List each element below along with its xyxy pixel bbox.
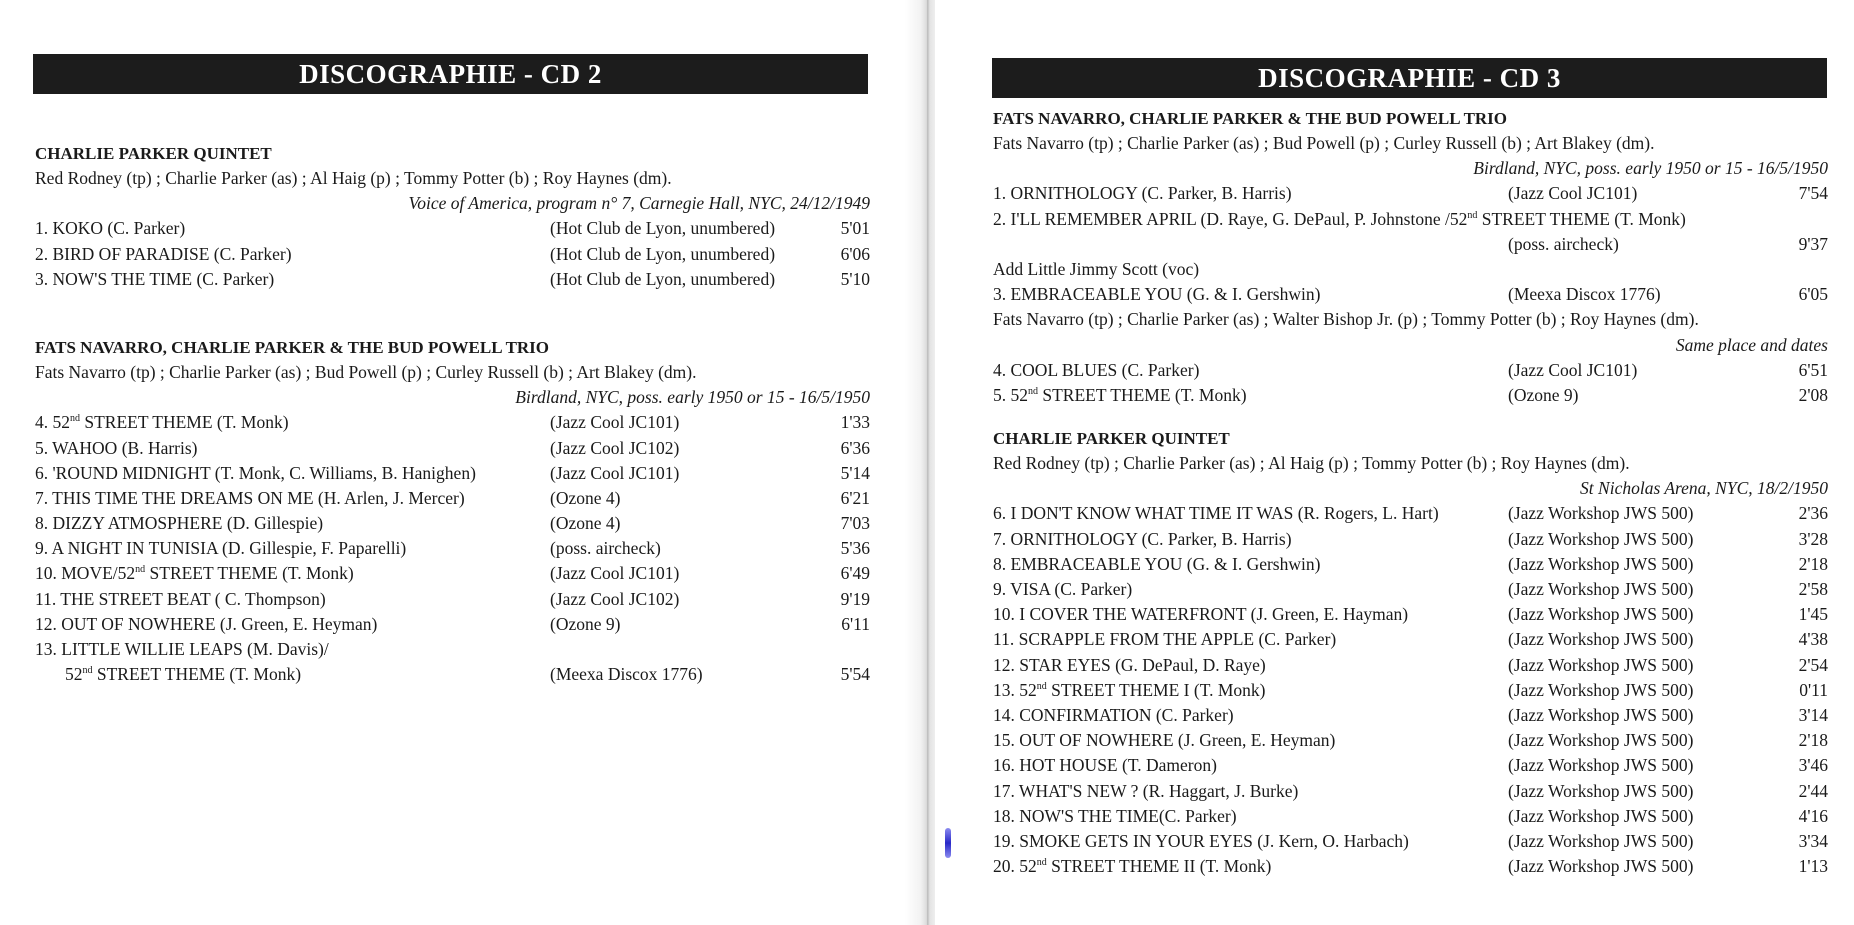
track-duration: 3'28 — [1798, 528, 1828, 549]
track-label: (Hot Club de Lyon, unumbered) — [550, 243, 776, 264]
track-duration: 0'11 — [1799, 679, 1828, 700]
track-label: (Jazz Workshop JWS 500) — [1508, 755, 1694, 776]
track-title: 6. 'ROUND MIDNIGHT (T. Monk, C. Williams, B. Hanighen) — [35, 462, 476, 483]
track-title: 11. SCRAPPLE FROM THE APPLE (C. Parker) — [993, 629, 1337, 650]
track-duration: 2'44 — [1798, 780, 1828, 801]
track-row — [993, 703, 1828, 728]
track-title: 12. STAR EYES (G. DePaul, D. Raye) — [993, 654, 1266, 675]
track-list — [993, 358, 1828, 408]
track-label: (poss. aircheck) — [1508, 233, 1619, 254]
track-row — [993, 627, 1828, 652]
track-title: 2. BIRD OF PARADISE (C. Parker) — [35, 243, 292, 264]
track-title: 6. I DON'T KNOW WHAT TIME IT WAS (R. Rogers, L. Hart) — [993, 503, 1439, 524]
recording-place: Birdland, NYC, poss. early 1950 or 15 - 16/5/1950 — [1473, 158, 1828, 179]
track-title: 14. CONFIRMATION (C. Parker) — [993, 704, 1234, 725]
track-duration: 6'51 — [1798, 359, 1828, 380]
track-duration: 3'34 — [1798, 830, 1828, 851]
page-header: DISCOGRAPHIE - CD 3 — [992, 58, 1827, 98]
session-block — [35, 335, 870, 687]
track-row — [993, 829, 1828, 854]
session-title: CHARLIE PARKER QUINTET — [993, 429, 1230, 449]
track-title: 13. 52nd STREET THEME I (T. Monk) — [993, 679, 1266, 700]
track-duration: 2'18 — [1798, 730, 1828, 751]
track-duration: 6'36 — [840, 437, 870, 458]
track-row — [993, 181, 1828, 206]
track-label: (Ozone 4) — [550, 513, 621, 534]
track-row — [35, 561, 870, 586]
recording-place: Voice of America, program n° 7, Carnegie Hall, NYC, 24/12/1949 — [408, 193, 870, 214]
track-row — [993, 678, 1828, 703]
track-label: (Jazz Workshop JWS 500) — [1508, 805, 1694, 826]
session-block — [993, 106, 1828, 408]
track-duration: 6'21 — [840, 487, 870, 508]
track-label: (Jazz Workshop JWS 500) — [1508, 780, 1694, 801]
track-list — [35, 410, 870, 687]
track-title: 3. NOW'S THE TIME (C. Parker) — [35, 268, 275, 289]
track-row — [993, 854, 1828, 879]
booklet-page-left — [0, 0, 920, 925]
track-label: (Jazz Workshop JWS 500) — [1508, 553, 1694, 574]
track-list — [993, 501, 1828, 879]
track-label: (Jazz Cool JC102) — [550, 437, 680, 458]
track-label: (Jazz Workshop JWS 500) — [1508, 503, 1694, 524]
track-row — [993, 602, 1828, 627]
track-label: (Jazz Cool JC101) — [550, 412, 680, 433]
track-label: (Jazz Workshop JWS 500) — [1508, 730, 1694, 751]
track-label: (Jazz Workshop JWS 500) — [1508, 679, 1694, 700]
track-duration: 6'05 — [1798, 284, 1828, 305]
ink-mark — [945, 828, 951, 858]
session-title: CHARLIE PARKER QUINTET — [35, 144, 272, 163]
track-duration: 5'01 — [840, 218, 870, 239]
track-row — [993, 207, 1828, 232]
track-label: (Jazz Workshop JWS 500) — [1508, 528, 1694, 549]
track-duration: 7'03 — [840, 513, 870, 534]
track-title: 20. 52nd STREET THEME II (T. Monk) — [993, 856, 1272, 877]
booklet-page-right — [935, 0, 1854, 925]
track-title: 15. OUT OF NOWHERE (J. Green, E. Heyman) — [993, 730, 1336, 751]
personnel-line: Red Rodney (tp) ; Charlie Parker (as) ; Al Haig (p) ; Tommy Potter (b) ; Roy Haynes (dm). — [993, 453, 1630, 474]
track-duration: 9'19 — [840, 588, 870, 609]
track-duration: 7'54 — [1798, 183, 1828, 204]
track-title: 52nd STREET THEME (T. Monk) — [65, 664, 302, 685]
track-duration: 4'38 — [1798, 629, 1828, 650]
track-row — [35, 486, 870, 511]
track-title: 8. DIZZY ATMOSPHERE (D. Gillespie) — [35, 513, 324, 534]
track-row — [993, 282, 1828, 307]
track-duration: 1'13 — [1798, 856, 1828, 877]
track-row — [35, 511, 870, 536]
personnel-line: Red Rodney (tp) ; Charlie Parker (as) ; Al Haig (p) ; Tommy Potter (b) ; Roy Haynes (dm). — [35, 168, 672, 188]
track-duration: 6'49 — [840, 563, 870, 584]
page-header: DISCOGRAPHIE - CD 2 — [33, 54, 868, 94]
track-label: (Jazz Workshop JWS 500) — [1508, 830, 1694, 851]
track-label: (Meexa Discox 1776) — [1508, 284, 1661, 305]
track-row — [35, 587, 870, 612]
track-list — [993, 181, 1828, 257]
track-label: (Ozone 4) — [550, 487, 621, 508]
personnel-line: Fats Navarro (tp) ; Charlie Parker (as) ; Walter Bishop Jr. (p) ; Tommy Potter (b) ; Roy Haynes (dm). — [993, 309, 1699, 330]
recording-place: Same place and dates — [1675, 334, 1828, 355]
track-row — [35, 662, 870, 687]
track-label: (Jazz Workshop JWS 500) — [1508, 704, 1694, 725]
track-title: 8. EMBRACEABLE YOU (G. & I. Gershwin) — [993, 553, 1321, 574]
track-title: 18. NOW'S THE TIME(C. Parker) — [993, 805, 1237, 826]
track-label: (Jazz Cool JC101) — [550, 462, 680, 483]
track-duration: 6'06 — [840, 243, 870, 264]
recording-place: St Nicholas Arena, NYC, 18/2/1950 — [1580, 478, 1828, 499]
track-duration: 2'08 — [1798, 384, 1828, 405]
track-title: 11. THE STREET BEAT ( C. Thompson) — [35, 588, 326, 609]
track-title: 19. SMOKE GETS IN YOUR EYES (J. Kern, O. Harbach) — [993, 830, 1409, 851]
track-row — [993, 779, 1828, 804]
session-note: Add Little Jimmy Scott (voc) — [993, 258, 1200, 279]
personnel-line: Fats Navarro (tp) ; Charlie Parker (as) ; Bud Powell (p) ; Curley Russell (b) ; Art Blakey (dm). — [35, 361, 697, 382]
session-block — [993, 426, 1828, 879]
track-duration: 3'14 — [1798, 704, 1828, 725]
track-label: (Meexa Discox 1776) — [550, 664, 703, 685]
track-title: 5. WAHOO (B. Harris) — [35, 437, 198, 458]
track-duration: 1'33 — [840, 412, 870, 433]
track-duration: 2'58 — [1798, 579, 1828, 599]
track-list — [993, 282, 1828, 307]
track-duration: 5'14 — [840, 462, 870, 483]
track-title: 3. EMBRACEABLE YOU (G. & I. Gershwin) — [993, 284, 1321, 305]
track-label: (Hot Club de Lyon, unumbered) — [550, 218, 776, 239]
track-title: 9. VISA (C. Parker) — [993, 579, 1133, 599]
track-title: 12. OUT OF NOWHERE (J. Green, E. Heyman) — [35, 613, 378, 634]
track-label: (Jazz Cool JC102) — [550, 588, 680, 609]
track-duration: 1'45 — [1798, 604, 1828, 625]
track-title: 2. I'LL REMEMBER APRIL (D. Raye, G. DePaul, P. Johnstone /52nd STREET THEME (T. Monk) — [993, 208, 1686, 229]
track-title: 16. HOT HOUSE (T. Dameron) — [993, 755, 1217, 776]
track-duration: 6'11 — [841, 613, 870, 634]
track-duration: 2'36 — [1798, 503, 1828, 524]
track-title: 10. I COVER THE WATERFRONT (J. Green, E. Hayman) — [993, 604, 1409, 625]
track-label: (Ozone 9) — [1508, 384, 1579, 405]
track-label: (Jazz Workshop JWS 500) — [1508, 604, 1694, 625]
track-label: (Jazz Cool JC101) — [1508, 359, 1638, 380]
track-label: (Jazz Workshop JWS 500) — [1508, 579, 1694, 599]
track-row — [35, 216, 870, 241]
discography-content — [35, 141, 870, 687]
track-row — [993, 527, 1828, 552]
track-duration: 2'18 — [1798, 553, 1828, 574]
track-duration: 5'36 — [840, 538, 870, 559]
track-title: 1. ORNITHOLOGY (C. Parker, B. Harris) — [993, 183, 1292, 204]
track-row — [993, 577, 1828, 602]
track-label: (Jazz Workshop JWS 500) — [1508, 629, 1694, 650]
track-row — [993, 383, 1828, 408]
track-duration: 9'37 — [1798, 233, 1828, 254]
track-title: 7. ORNITHOLOGY (C. Parker, B. Harris) — [993, 528, 1292, 549]
track-title: 5. 52nd STREET THEME (T. Monk) — [993, 384, 1247, 405]
track-label: (Ozone 9) — [550, 613, 621, 634]
track-row — [35, 637, 870, 662]
track-row — [35, 267, 870, 292]
track-title: 4. 52nd STREET THEME (T. Monk) — [35, 412, 289, 433]
track-row — [993, 804, 1828, 829]
track-title: 13. LITTLE WILLIE LEAPS (M. Davis)/ — [35, 639, 329, 659]
track-row — [35, 461, 870, 486]
session-block — [35, 141, 870, 292]
track-label: (poss. aircheck) — [550, 538, 661, 559]
personnel-line: Fats Navarro (tp) ; Charlie Parker (as) ; Bud Powell (p) ; Curley Russell (b) ; Art Blakey (dm). — [993, 133, 1655, 153]
track-duration: 2'54 — [1798, 654, 1828, 675]
track-row — [35, 410, 870, 435]
track-list — [35, 216, 870, 292]
track-row — [993, 358, 1828, 383]
recording-place: Birdland, NYC, poss. early 1950 or 15 - 16/5/1950 — [515, 387, 870, 408]
track-title: 7. THIS TIME THE DREAMS ON ME (H. Arlen, J. Mercer) — [35, 487, 465, 508]
track-row — [993, 728, 1828, 753]
track-row — [35, 242, 870, 267]
track-title: 10. MOVE/52nd STREET THEME (T. Monk) — [35, 563, 354, 584]
track-duration: 5'54 — [840, 664, 870, 685]
track-row — [993, 501, 1828, 526]
track-row — [35, 436, 870, 461]
track-duration: 5'10 — [840, 268, 870, 289]
track-row — [993, 653, 1828, 678]
track-row — [35, 612, 870, 637]
track-label: (Jazz Cool JC101) — [1508, 183, 1638, 204]
track-title: 17. WHAT'S NEW ? (R. Haggart, J. Burke) — [993, 780, 1299, 801]
track-row — [35, 536, 870, 561]
track-title: 9. A NIGHT IN TUNISIA (D. Gillespie, F. Paparelli) — [35, 538, 407, 559]
session-title: FATS NAVARRO, CHARLIE PARKER & THE BUD POWELL TRIO — [35, 337, 550, 357]
track-label: (Jazz Workshop JWS 500) — [1508, 654, 1694, 675]
track-label: (Jazz Cool JC101) — [550, 563, 680, 584]
discography-content — [993, 106, 1828, 879]
track-title: 4. COOL BLUES (C. Parker) — [993, 359, 1200, 380]
track-row — [993, 753, 1828, 778]
track-label: (Hot Club de Lyon, unumbered) — [550, 268, 776, 289]
track-duration: 4'16 — [1798, 805, 1828, 826]
session-title: FATS NAVARRO, CHARLIE PARKER & THE BUD POWELL TRIO — [993, 109, 1508, 128]
track-title: 1. KOKO (C. Parker) — [35, 218, 186, 239]
track-label: (Jazz Workshop JWS 500) — [1508, 856, 1694, 877]
track-row — [993, 552, 1828, 577]
track-row — [993, 232, 1828, 257]
track-duration: 3'46 — [1798, 755, 1828, 776]
